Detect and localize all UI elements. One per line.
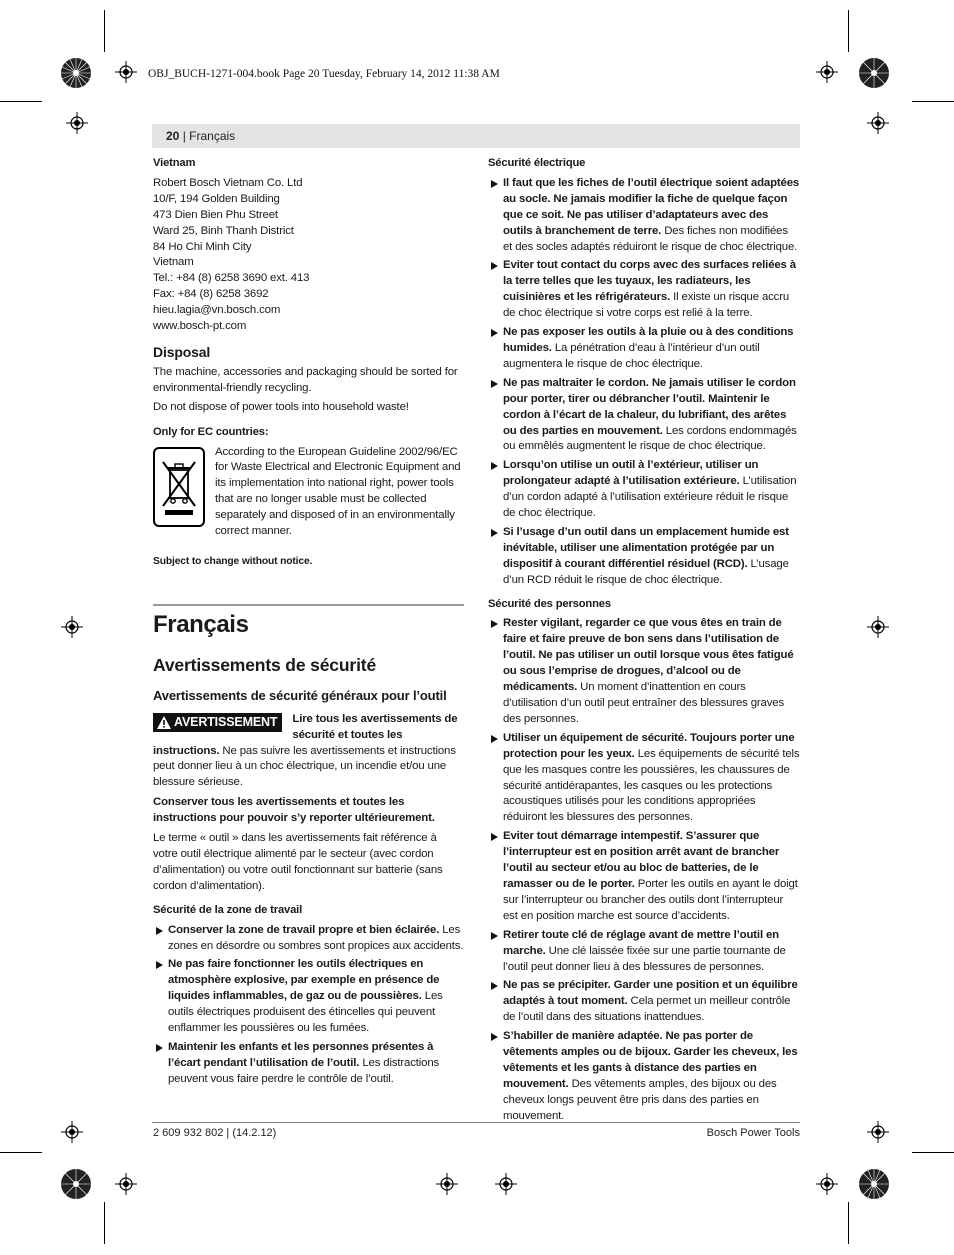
email-link[interactable]: hieu.lagia@vn.bosch.com — [153, 304, 281, 317]
item-text: Porter les outils en ayant le doigt sur l’interrupteur ou brancher des outils dont l’interrupteur est en position marche est source d’accidents. — [503, 877, 798, 922]
tool-term-paragraph: Le terme « outil » dans les avertissements fait référence à votre outil électrique alimenté par le secteur (avec cordon d’alimentation) ou votre outil fonctionnant sur batterie (sans cordon d’alimentation). — [153, 832, 443, 892]
list-item — [488, 176, 800, 256]
item-bold: Maintenir les enfants et les personnes présentes à l’écart pendant l’utilisation de l’outil. — [168, 1040, 434, 1069]
crop-line — [912, 101, 954, 102]
item-text: Des vêtements amples, des bijoux ou des cheveux longs peuvent être pris dans des parties en mouvement. — [503, 1077, 777, 1122]
registration-mark-icon — [61, 616, 83, 638]
rosette-mark-icon — [858, 1168, 890, 1200]
registration-mark-icon — [816, 1173, 838, 1195]
vietnam-heading: Vietnam — [153, 157, 196, 169]
item-bold: Ne pas faire fonctionner les outils électriques en atmosphère explosive, par exemple en présence de liquides inflammables, de gaz ou de poussières. — [168, 958, 440, 1003]
ec-heading: Only for EC countries: — [153, 425, 269, 438]
item-bold: Si l’usage d’un outil dans un emplacement humide est inévitable, utiliser une alimentation protégée par un dispositif à courant différentiel résiduel (RCD). — [503, 525, 789, 570]
item-bold: Ne pas se précipiter. Garder une position et un équilibre adaptés à tout moment. — [503, 979, 798, 1008]
weee-block — [153, 445, 464, 540]
keep-instructions: Conserver tous les avertissements et toutes les instructions pour pouvoir s’y reporter ultérieurement. — [153, 796, 435, 825]
registration-mark-icon — [495, 1173, 517, 1195]
crop-line — [0, 101, 42, 102]
list-item — [488, 1029, 800, 1124]
address-line: 84 Ho Chi Minh City — [153, 240, 252, 253]
registration-mark-icon — [867, 616, 889, 638]
change-notice: Subject to change without notice. — [153, 555, 313, 567]
warning-text: Ne pas suivre les avertissements et instructions peut donner lieu à un choc électrique, un incendie et/ou une blessure sérieuse. — [153, 744, 456, 789]
crop-line — [848, 1202, 849, 1244]
address-line: Robert Bosch Vietnam Co. Ltd — [153, 176, 303, 189]
page-header — [152, 124, 800, 148]
crop-line — [104, 1202, 105, 1244]
crop-line — [0, 1152, 42, 1153]
item-text: Les distractions peuvent vous faire perdre le contrôle de l’outil. — [168, 1056, 440, 1085]
item-bold: Ne pas exposer les outils à la pluie ou à des conditions humides. — [503, 326, 794, 354]
item-bold: Il faut que les fiches de l’outil électrique soient adaptées au socle. Ne jamais modifier la fiche de quelque façon que ce soit. Ne pas utiliser d’adaptateurs avec des outils à branchement de terre. — [503, 176, 800, 237]
list-item — [488, 258, 800, 322]
work-area-list — [153, 923, 464, 1088]
item-bold: Retirer toute clé de réglage avant de mettre l’outil en marche. — [503, 928, 779, 957]
item-bold: Utiliser un équipement de sécurité. Toujours porter une protection pour les yeux. — [503, 731, 795, 760]
item-bold: Ne pas maltraiter le cordon. Ne jamais utiliser le cordon pour porter, tirer ou débrancher l’outil. Maintenir le cordon à l’écart de la chaleur, du lubrifiant, des arêtes ou des parties en mouvement. — [503, 376, 796, 437]
item-text: L’usage d’un RCD réduit le risque de choc électrique. — [503, 557, 789, 586]
address-line: Tel.: +84 (8) 6258 3690 ext. 413 — [153, 272, 310, 285]
item-bold: Rester vigilant, regarder ce que vous êtes en train de faire et faire preuve de bon sens dans l’utilisation de l’outil. Ne pas utiliser un outil lorsque vous êtes fatigué ou sous l’emprise de drogues, d’alcool ou de médicaments. — [503, 617, 794, 694]
list-item — [488, 616, 800, 727]
item-text: Il existe un risque accru de choc électrique si votre corps est relié à la terre. — [503, 291, 790, 320]
work-area-heading: Sécurité de la zone de travail — [153, 903, 303, 916]
crop-line — [912, 1152, 954, 1153]
item-text: Les zones en désordre ou sombres sont propices aux accidents. — [168, 923, 464, 952]
disposal-paragraph: Do not dispose of power tools into household waste! — [153, 400, 409, 413]
book-info: OBJ_BUCH-1271-004.book Page 20 Tuesday, February 14, 2012 11:38 AM — [148, 68, 500, 80]
crossed-bin-icon — [153, 447, 205, 527]
footer-brand: Bosch Power Tools — [706, 1127, 800, 1139]
disposal-heading: Disposal — [153, 343, 211, 360]
footer-doc-number: 2 609 932 802 | (14.2.12) — [153, 1127, 277, 1139]
section-divider — [153, 604, 464, 606]
item-bold: S’habiller de manière adaptée. Ne pas porter de vêtements amples ou de bijoux. Garder les cheveux, les vêtements et les gants à distance des parties en mouvement. — [503, 1030, 798, 1090]
warning-bold: Lire tous les avertissements de sécurité et toutes les instructions. — [153, 712, 458, 757]
address-line: Vietnam — [153, 256, 194, 269]
item-bold: Eviter tout démarrage intempestif. S’assurer que l’interrupteur est en position arrêt avant de brancher l’outil au secteur et/ou au bloc de batteries, de le ramasser ou de le porter. — [503, 830, 780, 890]
safety-title: Avertissements de sécurité — [153, 654, 377, 675]
registration-mark-icon — [115, 1173, 137, 1195]
item-text: Les cordons endommagés ou emmêlés augmentent le risque de choc électrique. — [503, 424, 797, 453]
list-item — [153, 1040, 464, 1088]
registration-mark-icon — [115, 61, 137, 83]
header-separator: | — [179, 129, 190, 143]
address-line: Fax: +84 (8) 6258 3692 — [153, 288, 269, 301]
registration-mark-icon — [436, 1173, 458, 1195]
registration-mark-icon — [867, 1121, 889, 1143]
electrical-safety-heading: Sécurité électrique — [488, 157, 586, 169]
ec-text: According to the European Guideline 2002/96/EC for Waste Electrical and Electronic Equipment and its implementation into national right, power tools that are no longer usable must be collected separately and disposed of in an environmentally correct manner. — [215, 445, 461, 538]
item-text: L’utilisation d’un cordon adapté à l’utilisation extérieure réduit le risque de choc électrique. — [503, 475, 797, 520]
warning-block — [153, 712, 464, 792]
footer-divider — [152, 1122, 800, 1123]
address-line: Ward 25, Binh Thanh District — [153, 224, 294, 237]
francais-title: Français — [153, 610, 249, 638]
list-item — [488, 458, 800, 522]
item-text: La pénétration d’eau à l’intérieur d’un outil augmentera le risque de choc électrique. — [503, 341, 760, 370]
crop-line — [848, 10, 849, 52]
personal-safety-heading: Sécurité des personnes — [488, 597, 611, 610]
vietnam-address — [153, 176, 464, 335]
rosette-mark-icon — [858, 57, 890, 89]
item-text: Les équipements de sécurité tels que les masques contre les poussières, les chaussures de sécurité antidérapantes, les casques ou les protections acoustiques utilisés pour les conditions appropriées réduiront les blessures des personnes. — [503, 747, 800, 824]
general-safety-heading: Avertissements de sécurité généraux pour l’outil — [153, 687, 447, 703]
list-item — [488, 376, 800, 456]
warning-triangle-icon — [157, 716, 171, 729]
warning-badge-label: AVERTISSEMENT — [174, 714, 278, 729]
registration-mark-icon — [66, 112, 88, 134]
item-bold: Eviter tout contact du corps avec des surfaces reliées à la terre telles que les tuyaux, les radiateurs, les cuisinières et les réfrigérateurs. — [503, 259, 796, 304]
right-column — [488, 156, 800, 1131]
list-item — [488, 731, 800, 826]
item-text: Les outils électriques produisent des étincelles qui peuvent enflammer les poussières ou les fumées. — [168, 990, 443, 1035]
list-item — [488, 829, 800, 924]
registration-mark-icon — [867, 112, 889, 134]
registration-mark-icon — [61, 1121, 83, 1143]
address-line: 10/F, 194 Golden Building — [153, 192, 280, 205]
item-text: Des fiches non modifiées et des socles adaptés réduiront le risque de choc électrique. — [503, 224, 798, 253]
registration-mark-icon — [816, 61, 838, 83]
disposal-paragraph: The machine, accessories and packaging should be sorted for environmental-friendly recycling. — [153, 365, 458, 394]
website-link[interactable]: www.bosch-pt.com — [153, 320, 247, 333]
warning-badge — [153, 713, 282, 732]
list-item — [153, 957, 464, 1037]
item-text: Un moment d’inattention en cours d’utilisation d’un outil peut entraîner des blessures graves des personnes. — [503, 681, 785, 725]
list-item — [488, 928, 800, 976]
item-bold: Lorsqu’on utilise un outil à l’extérieur, utiliser un prolongateur adapté à l’utilisation extérieure. — [503, 459, 759, 488]
header-language: Français — [189, 129, 236, 143]
personal-safety-list — [488, 616, 800, 1124]
crop-line — [104, 10, 105, 52]
list-item — [153, 923, 464, 955]
page-number: 20 — [166, 129, 180, 143]
address-line: 473 Dien Bien Phu Street — [153, 208, 278, 221]
list-item — [488, 525, 800, 589]
electrical-safety-list — [488, 176, 800, 589]
left-column — [153, 156, 464, 1094]
item-text: Une clé laissée fixée sur une partie tournante de l’outil peut donner lieu à des blessures de personnes. — [503, 944, 786, 973]
rosette-mark-icon — [60, 1168, 92, 1200]
list-item — [488, 978, 800, 1026]
rosette-mark-icon — [60, 57, 92, 89]
item-bold: Conserver la zone de travail propre et bien éclairée. — [168, 923, 440, 936]
item-text: Cela permet un meilleur contrôle de l’outil dans des situations inattendues. — [503, 995, 791, 1024]
list-item — [488, 325, 800, 373]
